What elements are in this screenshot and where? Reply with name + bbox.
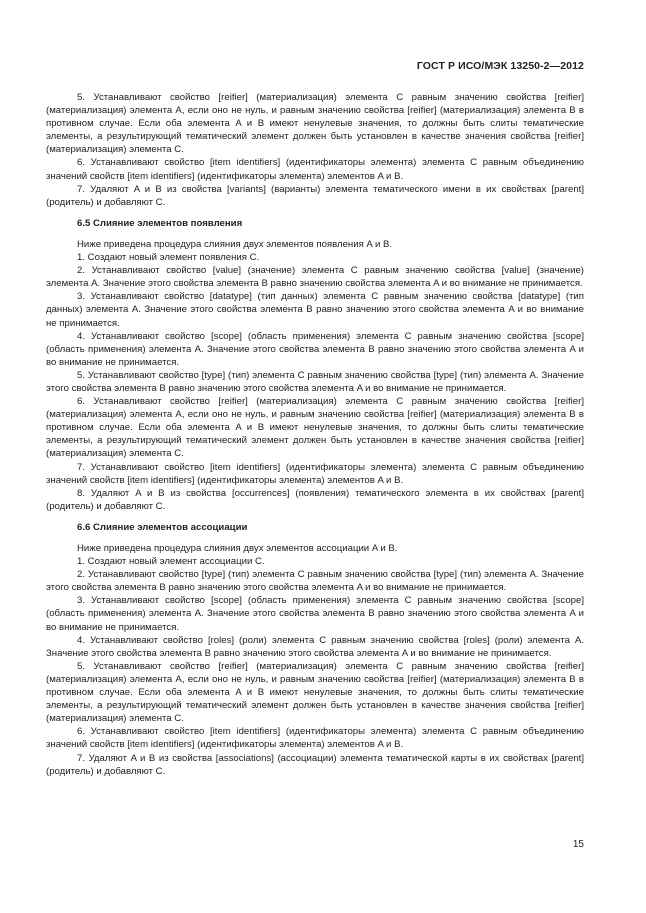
section-intro: Ниже приведена процедура слияния двух элементов ассоциации A и B.: [77, 543, 398, 554]
list-item: 4. Устанавливают свойство [roles] (роли) элемента C равным значению свойства [roles] (роли) элемента A. Значение этого свойства элемента B равно значению этого свойства элемента A и во внимание не принимается.: [46, 634, 584, 659]
paragraph: 5. Устанавливают свойство [reifier] (материализация) элемента C равным значению свойства [reifier] (материализация) элемента A, если оно не нуль, и равным значению свойства [reifier] (материализация) элемента B в противном случае. Если оба элемента A и B имеют ненулевые значения, то должны быть слиты тематические элементы, а результирующий тематический элемент должен быть установлен в качестве значения свойства [reifier] (материализация) элемента C.: [46, 92, 584, 156]
page-number: 15: [572, 839, 584, 850]
list-item: 2. Устанавливают свойство [type] (тип) элемента C равным значению свойства [type] (тип) элемента A. Значение этого свойства элемента B равно значению этого свойства элемента A и во внимание не принимается.: [46, 569, 584, 594]
list-item: 6. Устанавливают свойство [item identifiers] (идентификаторы элемента) элемента C равным объединению значений свойств [item identifiers] (идентификаторы элемента) элементов A и B.: [46, 726, 584, 751]
list-item: 6. Устанавливают свойство [reifier] (материализация) элемента C равным значению свойства [reifier] (материализация) элемента A, если оно не нуль, и равным значению свойства [reifier] (материализация) элемента B в противном случае. Если оба элемента A и B имеют ненулевые значения, то должны быть слиты тематические элементы, а результирующий тематический элемент должен быть установлен в качестве значения свойства [reifier] (материализация) элемента C.: [46, 396, 584, 460]
paragraph: 7. Удаляют A и B из свойства [variants] (варианты) элемента тематического имени в их свойствах [parent] (родитель) и добавляют C.: [46, 183, 584, 208]
list-item: 4. Устанавливают свойство [scope] (область применения) элемента C равным значению свойства [scope] (область применения) элемента A. Значение этого свойства элемента B равно значению этого свойства элемента A и во внимание не принимается.: [46, 330, 584, 368]
section-heading-6-6: 6.6 Слияние элементов ассоциации: [77, 521, 248, 533]
section-intro: Ниже приведена процедура слияния двух элементов появления A и B.: [77, 238, 393, 250]
document-header: ГОСТ Р ИСО/МЭК 13250-2—2012: [416, 60, 584, 72]
list-item: 3. Устанавливают свойство [datatype] (тип данных) элемента C равным значению свойства [datatype] (тип данных) элемента A. Значение этого свойства элемента B равно значению этого свойства элемента A и во внимание не принимается.: [46, 291, 584, 329]
list-item: 8. Удаляют A и B из свойства [occurrences] (появления) тематического элемента в их свойствах [parent] (родитель) и добавляют C.: [46, 487, 584, 512]
list-item: 3. Устанавливают свойство [scope] (область применения) элемента C равным значению свойства [scope] (область применения) элемента A. Значение этого свойства элемента B равно значению этого свойства элемента A и во внимание не принимается.: [46, 595, 584, 633]
list-item: 7. Удаляют A и B из свойства [associations] (ассоциации) элемента тематической карты в их свойствах [parent] (родитель) и добавляют C.: [46, 752, 584, 777]
list-item: 7. Устанавливают свойство [item identifiers] (идентификаторы элемента) элемента C равным объединению значений свойств [item identifiers] (идентификаторы элемента) элементов A и B.: [46, 461, 584, 486]
list-item: 1. Создают новый элемент ассоциации C.: [77, 556, 265, 568]
list-item: 5. Устанавливают свойство [reifier] (материализация) элемента C равным значению свойства [reifier] (материализация) элемента A, если оно не нуль, и равным значению свойства [reifier] (материализация) элемента B в противном случае. Если оба элемента A и B имеют ненулевые значения, то должны быть слиты тематические элементы, а результирующий тематический элемент должен быть установлен в качестве значения свойства [reifier] (материализация) элемента C.: [46, 660, 584, 725]
section-heading-6-5: 6.5 Слияние элементов появления: [77, 217, 243, 229]
list-item: 2. Устанавливают свойство [value] (значение) элемента C равным значению свойства [value] (значение) элемента A. Значение этого свойства элемента B равно значению свойства элемента A и во внимание не принимается.: [46, 265, 584, 290]
list-item: 5. Устанавливают свойство [type] (тип) элемента C равным значению свойства [type] (тип) элемента A. Значение этого свойства элемента B равно значению этого свойства элемента A и во внимание не принимается.: [46, 369, 584, 394]
list-item: 1. Создают новый элемент появления C.: [77, 252, 260, 264]
document-body: [46, 91, 584, 778]
paragraph: 6. Устанавливают свойство [item identifiers] (идентификаторы элемента) элемента C равным объединению значений свойств [item identifiers] (идентификаторы элемента) элементов A и B.: [46, 157, 584, 182]
